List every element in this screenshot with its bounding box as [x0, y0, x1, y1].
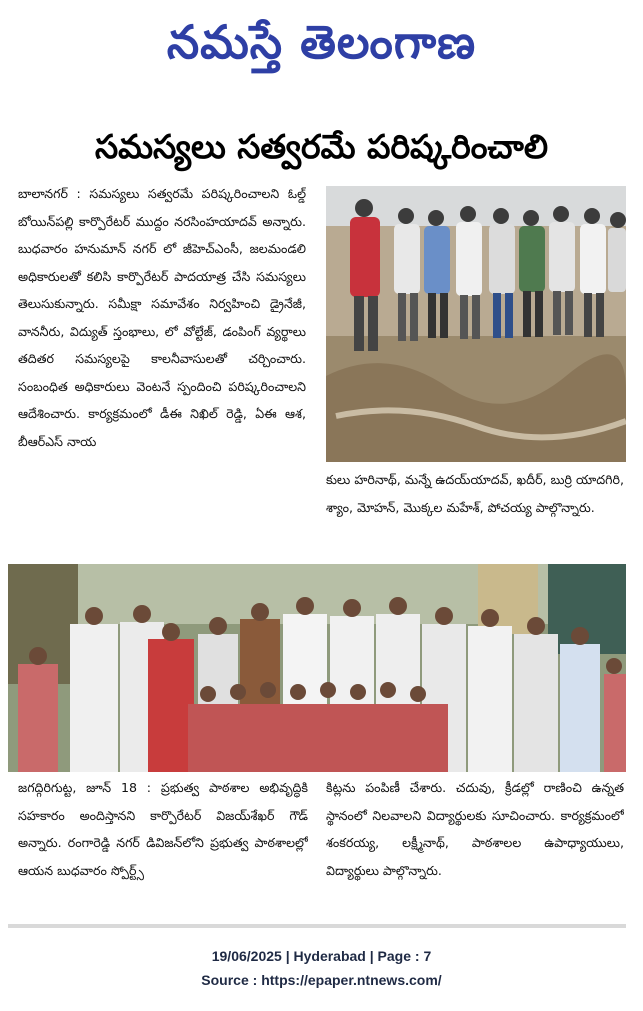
article-1-body-right: కులు హరినాథ్, మన్నే ఉదయ్‌యాదవ్, ఖదీర్, బుర్రి యాదగిరి, శ్యాం, మోహన్, మొక్కల మహేశ్, పోచయ్య పాల్గొన్నారు. — [326, 472, 624, 515]
edition-date-line: 19/06/2025 | Hyderabad | Page : 7 — [211, 948, 432, 964]
article-2-body-right: కిట్లను పంపిణీ చేశారు. చదువు, క్రీడల్లో రాణించి ఉన్నత స్థానంలో నిలవాలని విద్యార్థులకు సూచించారు. కార్యక్రమంలో శంకరయ్య, లక్ష్మీనాథ్, పాఠశాలల ఉపాధ్యాయులు, విద్యార్థులు పాల్గొన్నారు. — [326, 780, 624, 878]
source-line: Source : https://epaper.ntnews.com/ — [201, 972, 442, 988]
article-headline: సమస్యలు సత్వరమే పరిష్కరించాలి — [94, 127, 549, 166]
article-2-photo — [8, 564, 626, 772]
article-2-body-left: జగద్గిరిగుట్ట, జూన్ 18 : ప్రభుత్వ పాఠశాల అభివృద్ధికి సహకారం అందిస్తానని కార్పొరేటర్ విజయ్‌శేఖర్ గౌడ్ అన్నారు. రంగారెడ్డి నగర్ డివిజన్‌లోని ప్రభుత్వ పాఠశాలల్లో ఆయన బుధవారం స్పోర్ట్స్ — [18, 780, 308, 878]
page-divider — [8, 924, 626, 928]
article-1-photo — [326, 186, 626, 462]
article-1-body-left: బాలానగర్ : సమస్యలు సత్వరమే పరిష్కరించాలని ఓల్డ్ బోయిన్‌పల్లి కార్పొరేటర్ ముద్దం నరసింహయాదవ్ అన్నారు. బుధవారం హనుమాన్ నగర్ లో జీహెచ్ఎంసీ, జలమండలి అధికారులతో కలిసి కార్పొరేటర్ పాదయాత్ర చేసి సమస్యలు తెలుసుకున్నారు. సమీక్షా సమావేశం నిర్వహించి డ్రైనేజీ, వాననీరు, విద్యుత్ స్తంభాలు, లో వోల్టేజ్, డంపింగ్ వ్యర్థాలు తదితర సమస్యలపై కాలనీవాసులతో చర్చించారు. సంబంధిత అధికారులు వెంటనే స్పందించి పరిష్కరించాలని ఆదేశించారు. కార్యక్రమంలో డీఈ నిఖిల్ రెడ్డి, ఏఈ ఆశ, బీఆర్ఎస్ నాయ — [18, 186, 306, 449]
newspaper-masthead: నమస్తే తెలంగాణ — [166, 15, 477, 69]
